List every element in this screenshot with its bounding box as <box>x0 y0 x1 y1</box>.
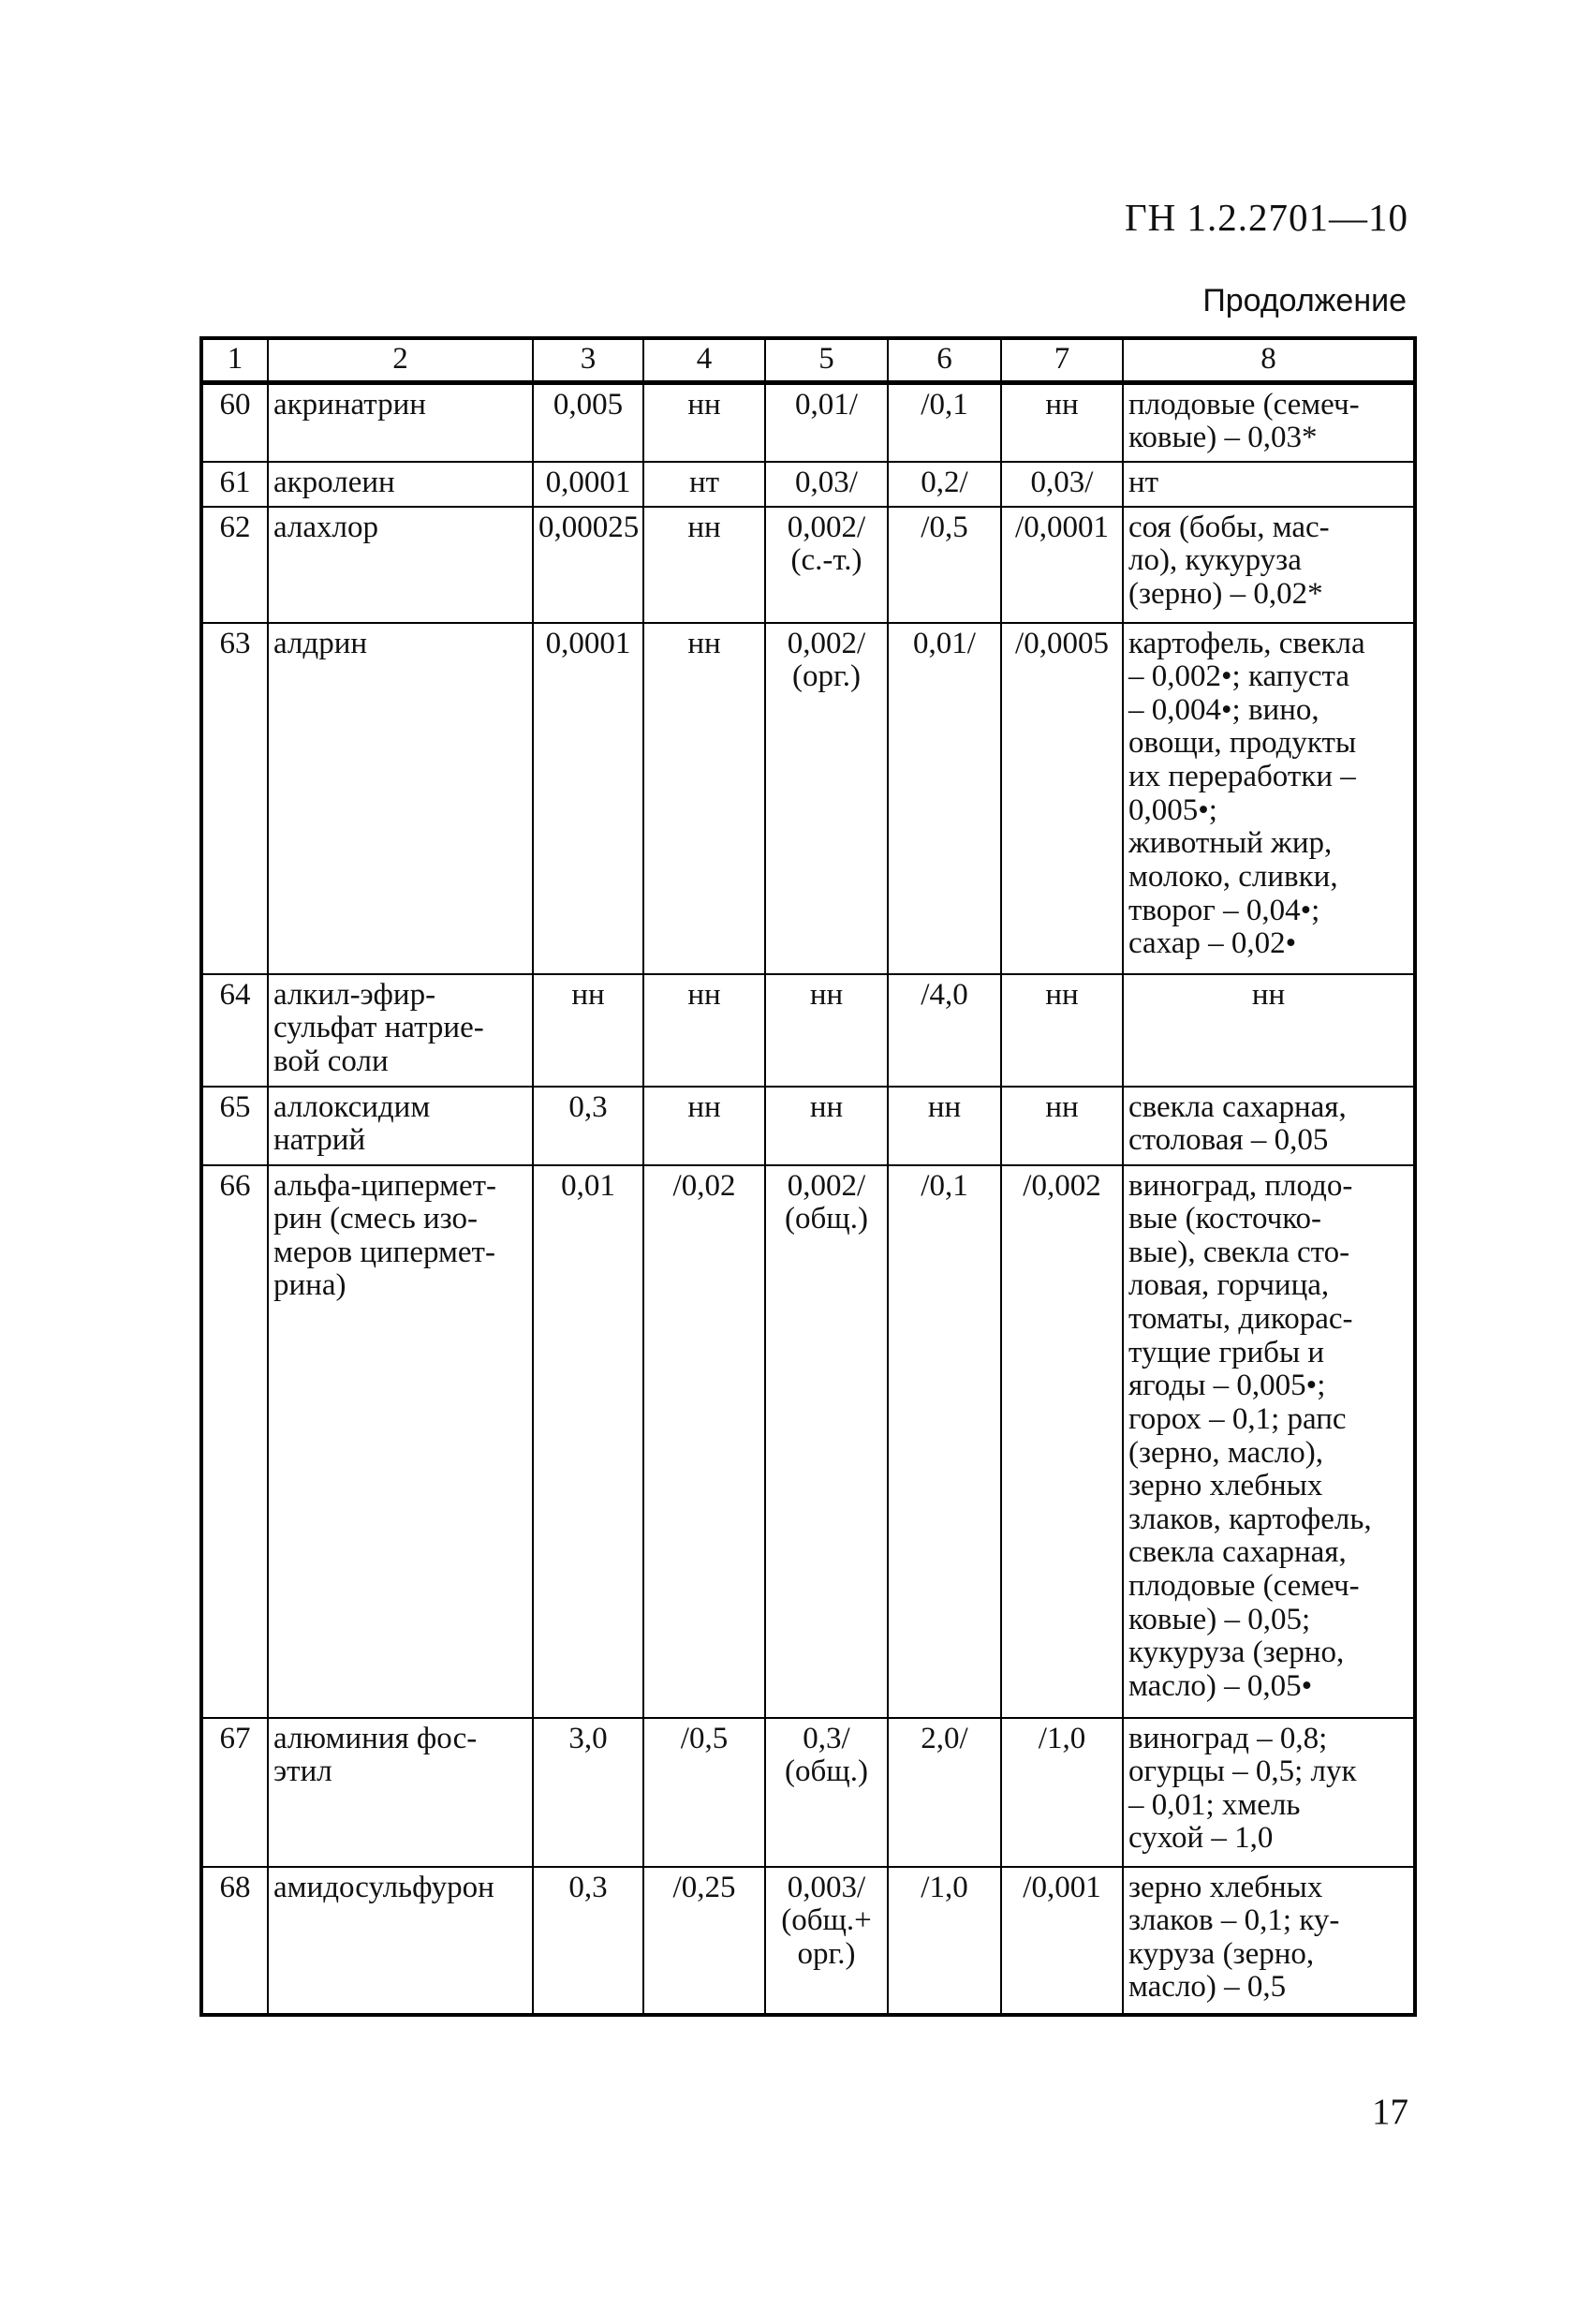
row-number: 62 <box>201 507 268 623</box>
cell-col5: 0,03/ <box>765 462 888 507</box>
cell-col7: нн <box>1001 382 1123 462</box>
cell-col5: 0,002/ (с.-т.) <box>765 507 888 623</box>
table-row <box>201 462 1415 507</box>
cell-col5: нн <box>765 974 888 1087</box>
cell-col3: 0,00025 <box>533 507 643 623</box>
table-row <box>201 974 1415 1087</box>
cell-col8: плодовые (семеч- ковые) – 0,03* <box>1123 382 1415 462</box>
cell-col3: 0,0001 <box>533 623 643 974</box>
cell-col7: нн <box>1001 1087 1123 1165</box>
substance-name: алдрин <box>268 623 533 974</box>
cell-col6: 0,2/ <box>888 462 1001 507</box>
cell-col7: /0,002 <box>1001 1165 1123 1718</box>
cell-col4: нн <box>643 382 765 462</box>
row-number: 61 <box>201 462 268 507</box>
column-header: 2 <box>268 338 533 382</box>
column-header: 3 <box>533 338 643 382</box>
column-header: 6 <box>888 338 1001 382</box>
cell-col5: 0,3/ (общ.) <box>765 1718 888 1867</box>
row-number: 65 <box>201 1087 268 1165</box>
cell-col4: нт <box>643 462 765 507</box>
continuation-label: Продолжение <box>1202 283 1407 318</box>
table-header-row <box>201 338 1415 382</box>
cell-col6: 2,0/ <box>888 1718 1001 1867</box>
cell-col8: свекла сахарная, столовая – 0,05 <box>1123 1087 1415 1165</box>
cell-col7: /0,0001 <box>1001 507 1123 623</box>
cell-col3: нн <box>533 974 643 1087</box>
cell-col5: 0,002/ (общ.) <box>765 1165 888 1718</box>
document-code: ГН 1.2.2701—10 <box>1124 196 1408 239</box>
cell-col8: нт <box>1123 462 1415 507</box>
row-number: 63 <box>201 623 268 974</box>
cell-col3: 0,3 <box>533 1867 643 2015</box>
cell-col8: картофель, свекла – 0,002•; капуста – 0,004•; вино, овощи, продукты их переработки – 0,005•; животный жир, молоко, сливки, творог – 0,04•; сахар – 0,02• <box>1123 623 1415 974</box>
column-header: 1 <box>201 338 268 382</box>
cell-col3: 0,01 <box>533 1165 643 1718</box>
cell-col6: /0,5 <box>888 507 1001 623</box>
table-row <box>201 507 1415 623</box>
column-header: 4 <box>643 338 765 382</box>
column-header: 5 <box>765 338 888 382</box>
cell-col8: нн <box>1123 974 1415 1087</box>
cell-col8: виноград, плодо- вые (косточко- вые), свекла сто- ловая, горчица, томаты, дикорас- тущие грибы и ягоды – 0,005•; горох – 0,1; рапс (зерно, масло), зерно хлебных злаков, картофель, свекла сахарная, плодовые (семеч- ковые) – 0,05; кукуруза (зерно, масло) – 0,05• <box>1123 1165 1415 1718</box>
table-row <box>201 1718 1415 1867</box>
row-number: 67 <box>201 1718 268 1867</box>
cell-col3: 0,0001 <box>533 462 643 507</box>
substance-name: акролеин <box>268 462 533 507</box>
substance-name: альфа-ципермет- рин (смесь изо- меров ципермет- рина) <box>268 1165 533 1718</box>
cell-col4: /0,02 <box>643 1165 765 1718</box>
column-header: 8 <box>1123 338 1415 382</box>
row-number: 60 <box>201 382 268 462</box>
substance-name: аллоксидим натрий <box>268 1087 533 1165</box>
cell-col7: /1,0 <box>1001 1718 1123 1867</box>
substance-name: алахлор <box>268 507 533 623</box>
substance-name: алкил-эфир- сульфат натрие- вой соли <box>268 974 533 1087</box>
hygienic-norms-table <box>199 336 1417 2017</box>
cell-col7: /0,0005 <box>1001 623 1123 974</box>
cell-col4: нн <box>643 1087 765 1165</box>
cell-col6: /0,1 <box>888 382 1001 462</box>
cell-col5: 0,002/ (орг.) <box>765 623 888 974</box>
cell-col4: нн <box>643 507 765 623</box>
cell-col5: 0,01/ <box>765 382 888 462</box>
cell-col7: 0,03/ <box>1001 462 1123 507</box>
cell-col4: /0,25 <box>643 1867 765 2015</box>
cell-col5: нн <box>765 1087 888 1165</box>
cell-col3: 3,0 <box>533 1718 643 1867</box>
cell-col4: /0,5 <box>643 1718 765 1867</box>
cell-col6: 0,01/ <box>888 623 1001 974</box>
cell-col3: 0,005 <box>533 382 643 462</box>
row-number: 64 <box>201 974 268 1087</box>
table-row <box>201 623 1415 974</box>
substance-name: акринатрин <box>268 382 533 462</box>
cell-col4: нн <box>643 974 765 1087</box>
table-row <box>201 382 1415 462</box>
table-row <box>201 1867 1415 2015</box>
substance-name: алюминия фос- этил <box>268 1718 533 1867</box>
row-number: 68 <box>201 1867 268 2015</box>
cell-col6: /0,1 <box>888 1165 1001 1718</box>
column-header: 7 <box>1001 338 1123 382</box>
row-number: 66 <box>201 1165 268 1718</box>
cell-col3: 0,3 <box>533 1087 643 1165</box>
cell-col8: соя (бобы, мас- ло), кукуруза (зерно) – 0,02* <box>1123 507 1415 623</box>
page-number: 17 <box>1372 2092 1408 2132</box>
cell-col8: зерно хлебных злаков – 0,1; ку- куруза (зерно, масло) – 0,5 <box>1123 1867 1415 2015</box>
table-row <box>201 1087 1415 1165</box>
cell-col8: виноград – 0,8; огурцы – 0,5; лук – 0,01; хмель сухой – 1,0 <box>1123 1718 1415 1867</box>
cell-col5: 0,003/ (общ.+ орг.) <box>765 1867 888 2015</box>
cell-col4: нн <box>643 623 765 974</box>
cell-col7: нн <box>1001 974 1123 1087</box>
cell-col6: /1,0 <box>888 1867 1001 2015</box>
table-row <box>201 1165 1415 1718</box>
cell-col6: нн <box>888 1087 1001 1165</box>
substance-name: амидосульфурон <box>268 1867 533 2015</box>
cell-col6: /4,0 <box>888 974 1001 1087</box>
cell-col7: /0,001 <box>1001 1867 1123 2015</box>
